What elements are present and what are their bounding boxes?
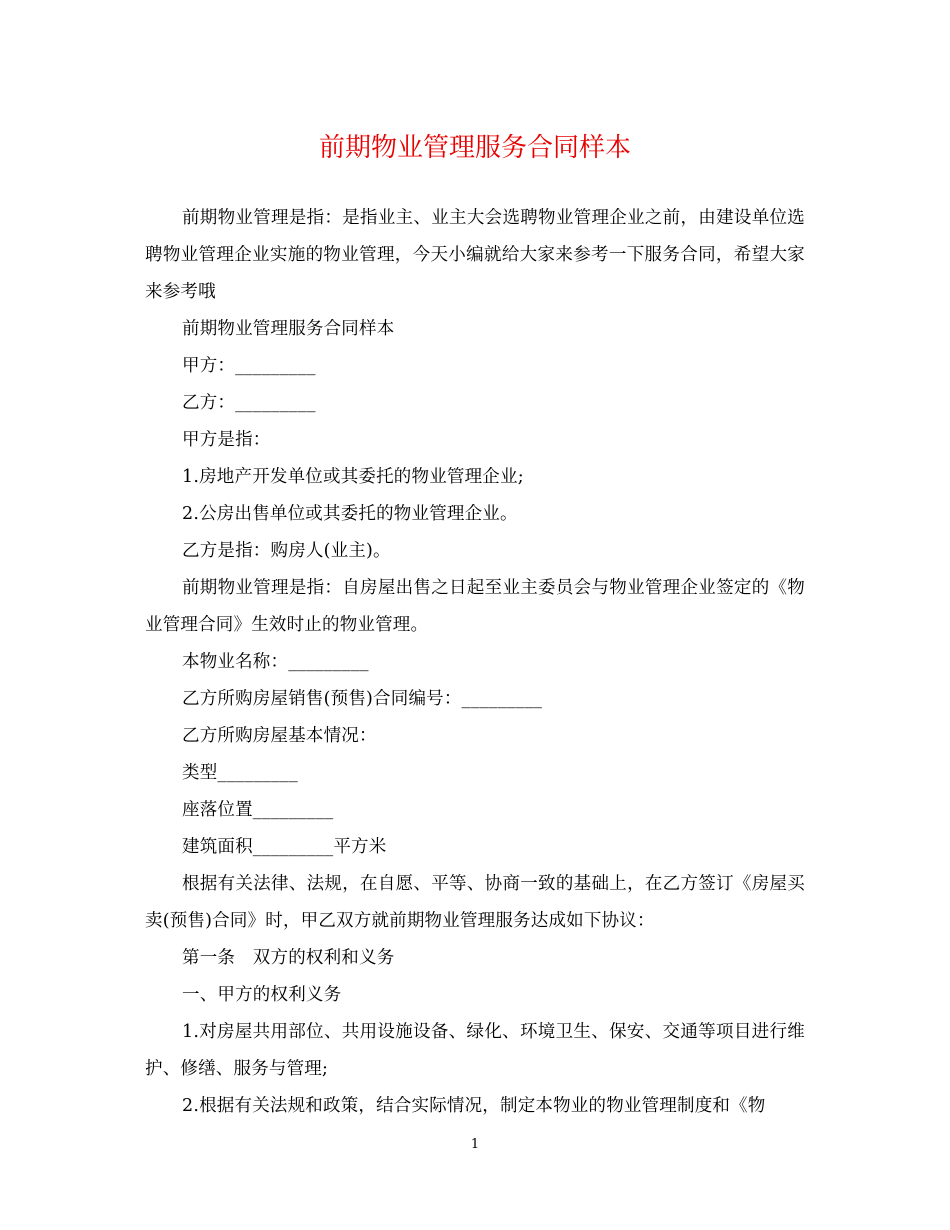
paragraph-definition-item-2: 2.公房出售单位或其委托的物业管理企业。 <box>182 504 518 524</box>
paragraph-party-b-definition: 乙方是指：购房人(业主)。 <box>182 541 391 561</box>
paragraph-management-definition: 前期物业管理是指：自房屋出售之日起至业主委员会与物业管理企业签定的《物业管理合同》生效时止的物业管理。 <box>145 578 805 635</box>
paragraph-party-b: 乙方：_________ <box>182 393 316 413</box>
paragraph-house-info: 乙方所购房屋基本情况： <box>182 726 377 746</box>
paragraph-definition-item-1: 1.房地产开发单位或其委托的物业管理企业; <box>182 467 524 487</box>
document-body <box>145 200 805 1125</box>
paragraph-rights-item-2: 2.根据有关法规和政策，结合实际情况，制定本物业的物业管理制度和《物 <box>182 1096 766 1116</box>
paragraph-house-location: 座落位置_________ <box>182 800 334 820</box>
paragraph-contract-number: 乙方所购房屋销售(预售)合同编号：_________ <box>182 689 543 709</box>
paragraph-subtitle: 前期物业管理服务合同样本 <box>182 319 395 339</box>
paragraph-agreement-basis: 根据有关法律、法规，在自愿、平等、协商一致的基础上，在乙方签订《房屋买卖(预售)合同》时，甲乙双方就前期物业管理服务达成如下协议： <box>145 874 805 931</box>
paragraph-article-1: 第一条 双方的权利和义务 <box>182 948 395 968</box>
paragraph-house-type: 类型_________ <box>182 763 298 783</box>
paragraph-party-a-definition: 甲方是指： <box>182 430 271 450</box>
document-title: 前期物业管理服务合同样本 <box>318 133 631 163</box>
paragraph-rights-item-1: 1.对房屋共用部位、共用设施设备、绿化、环境卫生、保安、交通等项目进行维护、修缮、服务与管理; <box>145 1022 805 1079</box>
paragraph-property-name: 本物业名称：_________ <box>182 652 369 672</box>
page-number: 1 <box>470 1137 480 1152</box>
paragraph-house-area: 建筑面积_________平方米 <box>182 837 387 857</box>
paragraph-intro: 前期物业管理是指：是指业主、业主大会选聘物业管理企业之前，由建设单位选聘物业管理企业实施的物业管理，今天小编就给大家来参考一下服务合同，希望大家来参考哦 <box>145 208 805 302</box>
paragraph-party-a-rights: 一、甲方的权利义务 <box>182 985 342 1005</box>
paragraph-party-a: 甲方：_________ <box>182 356 316 376</box>
